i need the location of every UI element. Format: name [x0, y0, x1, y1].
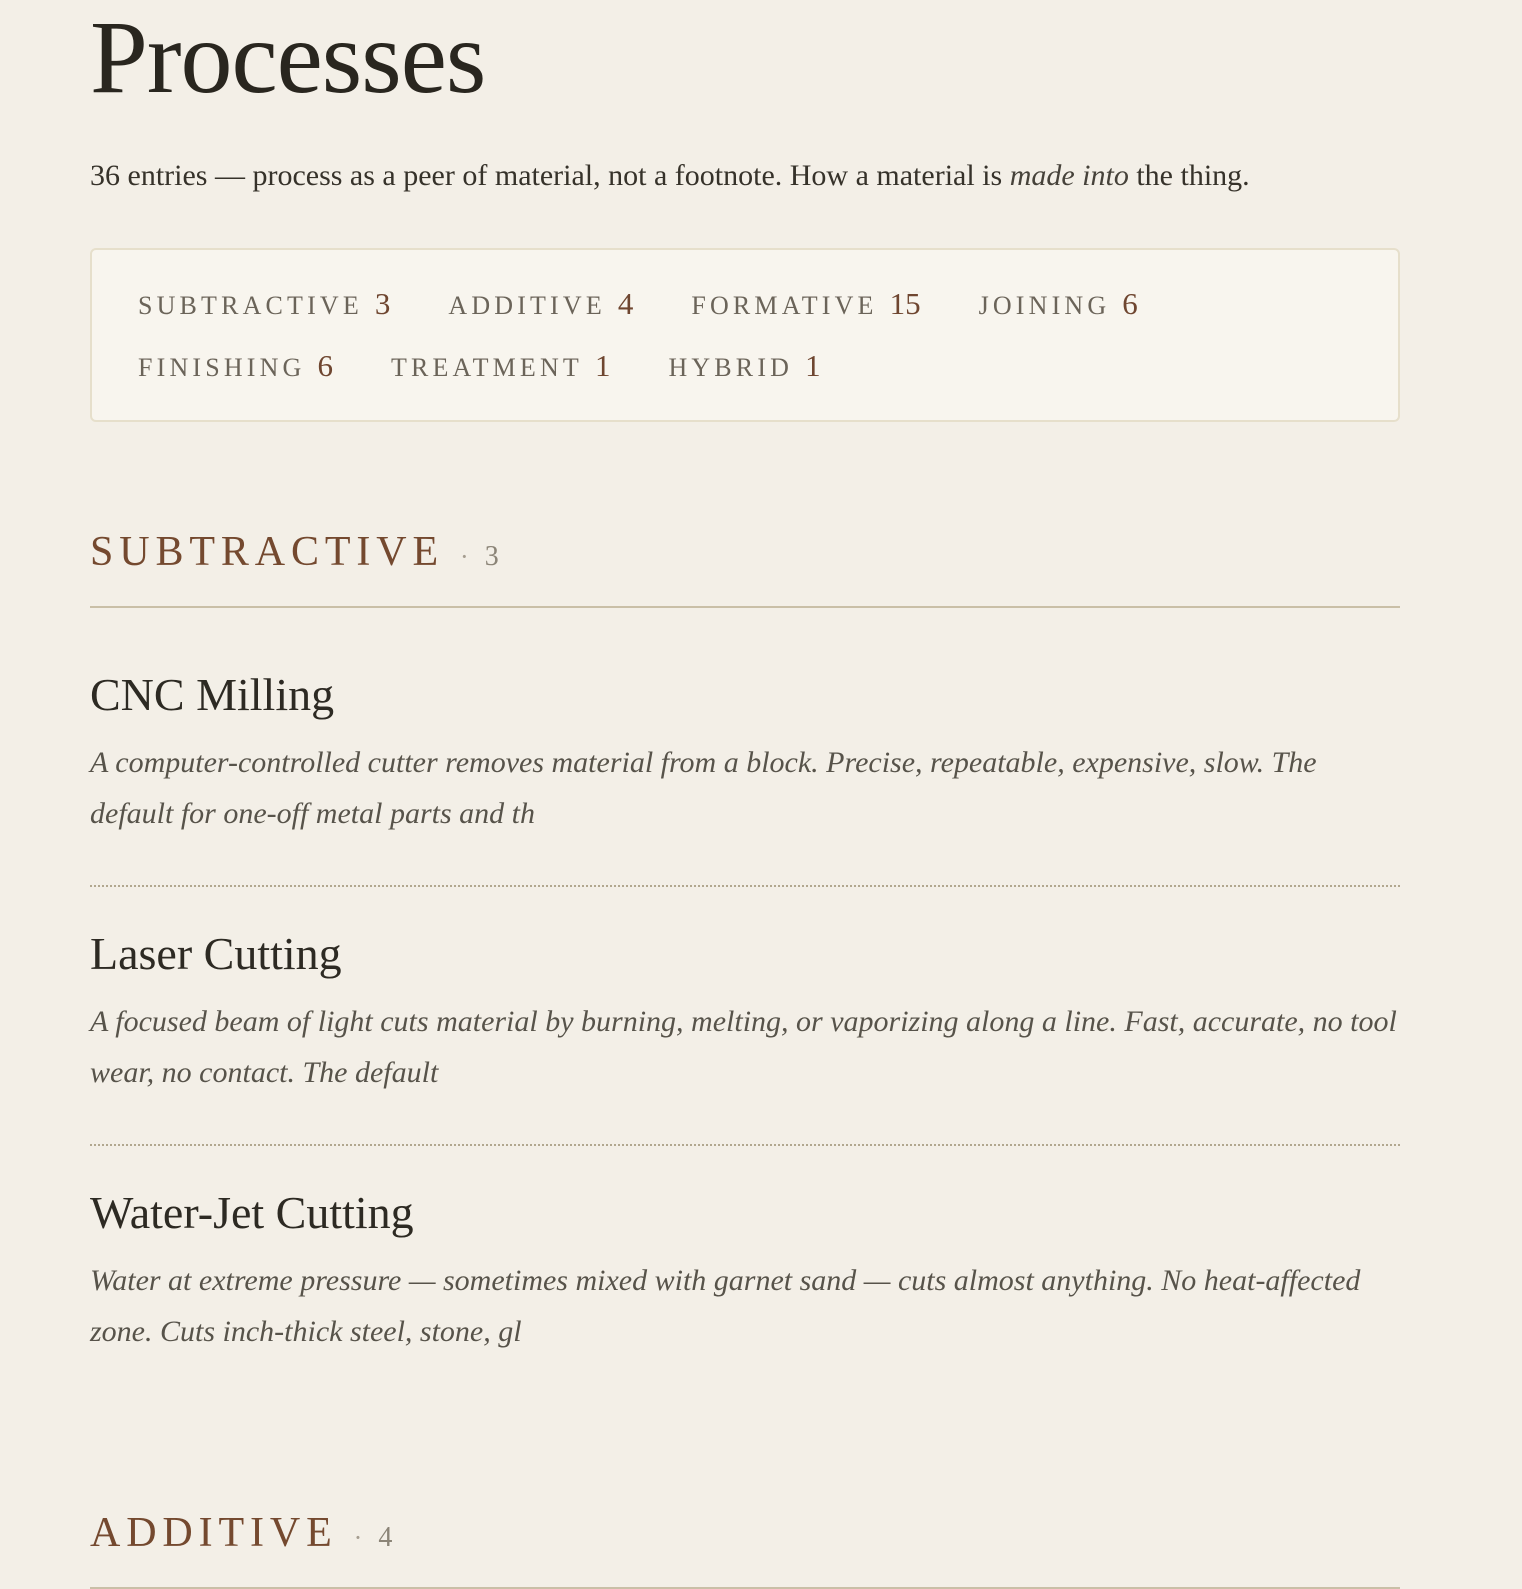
entry-title[interactable]: Water-Jet Cutting [90, 1187, 414, 1239]
entry-water-jet-cutting [90, 1144, 1400, 1403]
summary-count: 1 [594, 348, 611, 384]
section-count: 4 [378, 1522, 394, 1554]
summary-label: TREATMENT [390, 353, 583, 383]
entry-description: A computer-controlled cutter removes material from a block. Precise, repeatable, expensive, slow. The default for one-off metal parts and th [90, 746, 1317, 831]
summary-label: SUBTRACTIVE [138, 291, 363, 321]
summary-item-treatment[interactable] [391, 348, 610, 384]
summary-count: 15 [889, 286, 921, 322]
section-separator-dot: · [460, 542, 469, 572]
intro-suffix: the thing. [1128, 159, 1250, 193]
summary-item-formative[interactable] [691, 286, 920, 322]
summary-item-additive[interactable] [448, 286, 633, 322]
entry-description: A focused beam of light cuts material by burning, melting, or vaporizing along a line. Fast, accurate, no tool wear, no contact. The default [90, 1005, 1397, 1090]
summary-label: FINISHING [138, 353, 306, 383]
entry-cnc-milling [90, 628, 1400, 885]
summary-item-joining[interactable] [979, 286, 1138, 322]
summary-label: HYBRID [668, 353, 794, 383]
summary-label: FORMATIVE [691, 291, 878, 321]
entry-title[interactable]: CNC Milling [90, 669, 335, 721]
entry-description: Water at extreme pressure — sometimes mixed with garnet sand — cuts almost anything. No heat-affected zone. Cuts inch-thick steel, stone, gl [90, 1264, 1361, 1349]
summary-count: 1 [805, 348, 821, 384]
summary-count: 3 [374, 286, 391, 322]
section-additive [90, 1509, 1400, 1589]
section-separator-dot: · [353, 1523, 363, 1553]
summary-item-hybrid[interactable] [668, 348, 820, 384]
intro-prefix: 36 entries — process as a peer of material, not a footnote. How a material is [90, 159, 1010, 193]
page-title: Processes [90, 0, 486, 115]
section-count: 3 [484, 541, 501, 573]
summary-count: 6 [317, 348, 333, 384]
summary-count: 6 [1122, 286, 1138, 322]
category-summary-box [90, 248, 1400, 422]
section-subtractive [90, 528, 1400, 1403]
processes-page [90, 0, 1400, 1589]
entry-title[interactable]: Laser Cutting [90, 928, 342, 980]
summary-label: ADDITIVE [448, 291, 606, 321]
section-name: ADDITIVE [90, 1510, 338, 1557]
section-heading [90, 1509, 1400, 1589]
section-name: SUBTRACTIVE [90, 529, 445, 576]
intro-emphasis: made into [1009, 159, 1129, 193]
entry-laser-cutting [90, 885, 1400, 1144]
summary-label: JOINING [978, 291, 1111, 321]
summary-item-finishing[interactable] [138, 348, 333, 384]
section-heading [90, 528, 1400, 608]
summary-count: 4 [617, 286, 634, 322]
intro-text [90, 150, 1400, 202]
summary-item-subtractive[interactable] [138, 286, 390, 322]
